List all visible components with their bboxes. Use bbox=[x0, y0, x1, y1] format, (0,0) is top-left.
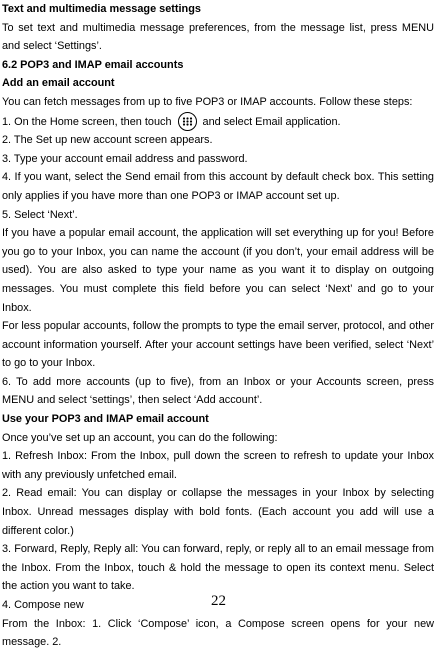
step-1-text-before: 1. On the Home screen, then touch bbox=[2, 115, 172, 128]
step-1 bbox=[2, 112, 434, 132]
step-5: 5. Select ‘Next’. bbox=[2, 208, 78, 221]
paragraph-add-account-intro: You can fetch messages from up to five POP3 or IMAP accounts. Follow these steps: bbox=[2, 95, 413, 108]
step-2: 2. The Set up new account screen appears. bbox=[2, 134, 213, 147]
step-1-text-after: and select Email application. bbox=[202, 115, 341, 128]
step-6: 6. To add more accounts (up to five), from an Inbox or your Accounts screen, press MENU and select ‘settings’, then select ‘Add account’. bbox=[2, 375, 434, 407]
paragraph-message-settings: To set text and multimedia message preferences, from the message list, press MENU and select ‘Settings’. bbox=[2, 21, 434, 53]
page-number: 22 bbox=[211, 593, 226, 609]
item-compose-new: 4. Compose new bbox=[2, 599, 84, 611]
step-4: 4. If you want, select the Send email from this account by default check box. This setting only applies if you have more than one POP3 or IMAP account set up. bbox=[2, 171, 434, 202]
step-3: 3. Type your account email address and password. bbox=[2, 152, 248, 165]
paragraph-less-popular-account: For less popular accounts, follow the prompts to type the email server, protocol, and other account information yourself. After your account settings have been verified, select ‘Next’ to go to your Inbox. bbox=[2, 320, 434, 370]
paragraph-popular-account: If you have a popular email account, the application will set everything up for you! Before you go to your Inbox, you can name the account (if you don’t, your email address will be used). You are also asked to type your name as you want it to display on outgoing messages. You must complete this field before you can select ‘Next’ and go to your Inbox. bbox=[2, 227, 434, 314]
app-launcher-icon bbox=[178, 112, 197, 131]
heading-message-settings: Text and multimedia message settings bbox=[2, 3, 201, 15]
item-refresh-inbox: 1. Refresh Inbox: From the Inbox, pull down the screen to refresh to update your Inbox with any previously unfetched email. bbox=[2, 450, 434, 481]
page-content bbox=[2, 0, 434, 652]
heading-pop3-imap-accounts: 6.2 POP3 and IMAP email accounts bbox=[2, 58, 184, 71]
item-forward-reply: 3. Forward, Reply, Reply all: You can forward, reply, or reply all to an email message from the Inbox. From the Inbox, touch & hold the message to open its context menu. Select the action you want to take. bbox=[2, 543, 434, 593]
heading-use-email-account: Use your POP3 and IMAP email account bbox=[2, 413, 209, 426]
subheading-add-email-account: Add an email account bbox=[2, 77, 115, 90]
paragraph-use-account-intro: Once you’ve set up an account, you can do the following: bbox=[2, 431, 278, 444]
item-read-email: 2. Read email: You can display or collapse the messages in your Inbox by selecting Inbox. Unread messages display with bold fonts. (Each account you add will use a different color.) bbox=[2, 487, 434, 537]
item-compose-detail: From the Inbox: 1. Click ‘Compose’ icon, a Compose screen opens for your new message. 2. bbox=[2, 617, 434, 649]
